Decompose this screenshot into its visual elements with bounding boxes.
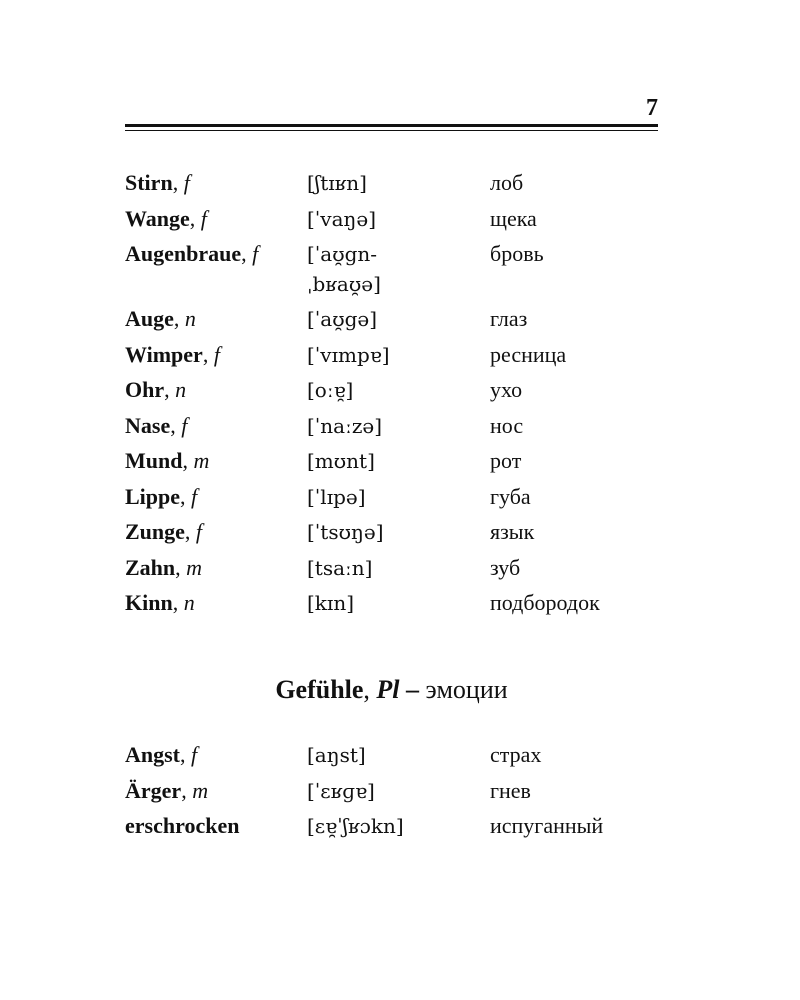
german-word-cell: Zunge, f <box>125 519 203 544</box>
vocab-row <box>125 204 685 240</box>
german-word-cell: Lippe, f <box>125 483 198 509</box>
section-heading: Gefühle, Pl – эмоции <box>275 675 508 704</box>
section-title-abbr: Pl <box>376 675 400 704</box>
translation: гнев <box>490 777 531 803</box>
german-word-cell: Auge, n <box>125 306 196 331</box>
vocab-list-face <box>125 168 685 624</box>
german-word: Stirn <box>125 170 173 195</box>
german-word-cell: Nase, f <box>125 412 188 438</box>
header-rule <box>125 124 658 127</box>
german-word-cell: Ärger, m <box>125 777 209 803</box>
translation: ухо <box>490 377 523 402</box>
gender-marker: n <box>183 590 195 615</box>
german-word-cell: Stirn, f <box>125 170 190 195</box>
gender-marker: f <box>191 483 198 509</box>
german-word-cell: Augenbraue, f <box>125 241 259 266</box>
vocab-row <box>125 482 685 518</box>
translation: щека <box>490 205 537 231</box>
gender-marker: n <box>175 377 187 402</box>
translation: рот <box>490 448 522 473</box>
gender-marker: m <box>186 554 203 580</box>
german-word: Zahn <box>125 554 176 580</box>
transcription: [ˈnaːzə] <box>307 413 383 438</box>
translation: нос <box>490 412 524 438</box>
gender-marker: f <box>183 170 190 195</box>
translation: язык <box>490 519 535 544</box>
translation: ресница <box>490 341 567 367</box>
german-word-cell: Kinn, n <box>125 590 195 615</box>
transcription: [ɛɐ̯ˈʃʁɔkn] <box>307 814 404 838</box>
gender-marker: f <box>252 241 259 266</box>
german-word: Lippe <box>125 483 181 509</box>
vocab-row <box>125 588 685 624</box>
vocab-row <box>125 375 685 411</box>
vocab-row <box>125 304 685 340</box>
german-word: Ohr <box>125 377 165 402</box>
section-title-de: Gefühle <box>275 675 364 704</box>
gender-marker: f <box>213 341 220 367</box>
vocab-row <box>125 811 685 847</box>
vocab-row <box>125 740 685 776</box>
german-word: Zunge <box>125 519 185 544</box>
german-word-cell: Zahn, m <box>125 554 203 580</box>
german-word-cell: Wimper, f <box>125 341 220 367</box>
translation: губа <box>490 483 531 509</box>
section-title-dash: – <box>406 675 420 704</box>
transcription: [oːɐ̯] <box>307 378 354 402</box>
transcription: [ˈɛʁɡɐ] <box>307 778 375 803</box>
transcription: [mʊnt] <box>307 449 375 473</box>
vocab-row <box>125 239 685 304</box>
section-title-ru: эмоции <box>425 675 508 704</box>
translation: подбородок <box>490 590 600 615</box>
transcription: [aŋst] <box>307 743 366 767</box>
german-word: Wimper <box>125 341 203 367</box>
transcription: [ˈlɪpə] <box>307 484 366 509</box>
transcription: [tsaːn] <box>307 555 373 580</box>
german-word: Angst <box>125 742 181 767</box>
gender-marker: f <box>195 519 203 544</box>
vocab-row <box>125 446 685 482</box>
german-word: Augenbraue <box>125 241 242 266</box>
transcription: [ˈvaŋə] <box>307 206 377 231</box>
vocab-row <box>125 168 685 204</box>
vocab-list-emotions <box>125 740 685 847</box>
german-word-cell <box>125 811 307 841</box>
german-word: Wange <box>125 205 190 231</box>
translation: страх <box>490 742 542 767</box>
german-word: Kinn <box>125 590 173 615</box>
gender-marker: n <box>184 306 196 331</box>
translation: зуб <box>490 554 521 580</box>
german-word: erschrocken <box>125 813 240 838</box>
transcription: [ˈvɪmpɐ] <box>307 342 390 367</box>
transcription: [ʃtɪʁn] <box>307 171 367 195</box>
vocab-row <box>125 411 685 447</box>
german-word: Mund <box>125 448 183 473</box>
gender-marker: f <box>200 205 207 231</box>
transcription: [ˈaʊ̯gn- ˌbʁaʊ̯ə] <box>307 242 381 296</box>
german-word: Ärger <box>125 777 182 803</box>
translation: испуганный <box>490 813 604 838</box>
vocab-row <box>125 340 685 376</box>
german-word-cell: Angst, f <box>125 742 198 767</box>
german-word-cell: Mund, m <box>125 448 210 473</box>
transcription: [ˈtsʊŋə] <box>307 520 384 544</box>
header-rule-thin <box>125 130 658 131</box>
gender-marker: m <box>193 448 210 473</box>
transcription: [kɪn] <box>307 591 355 615</box>
gender-marker: m <box>192 777 209 803</box>
german-word-cell: Ohr, n <box>125 377 187 402</box>
german-word: Nase <box>125 412 171 438</box>
german-word: Auge <box>125 306 174 331</box>
translation: глаз <box>490 306 528 331</box>
vocab-row <box>125 553 685 589</box>
page-number: 7 <box>646 95 658 121</box>
vocab-row <box>125 776 685 812</box>
german-word-cell: Wange, f <box>125 205 207 231</box>
translation: лоб <box>490 170 524 195</box>
translation: бровь <box>490 241 544 266</box>
vocab-row <box>125 517 685 553</box>
gender-marker: f <box>181 412 188 438</box>
gender-marker: f <box>191 742 198 767</box>
transcription: [ˈaʊ̯gə] <box>307 307 378 331</box>
